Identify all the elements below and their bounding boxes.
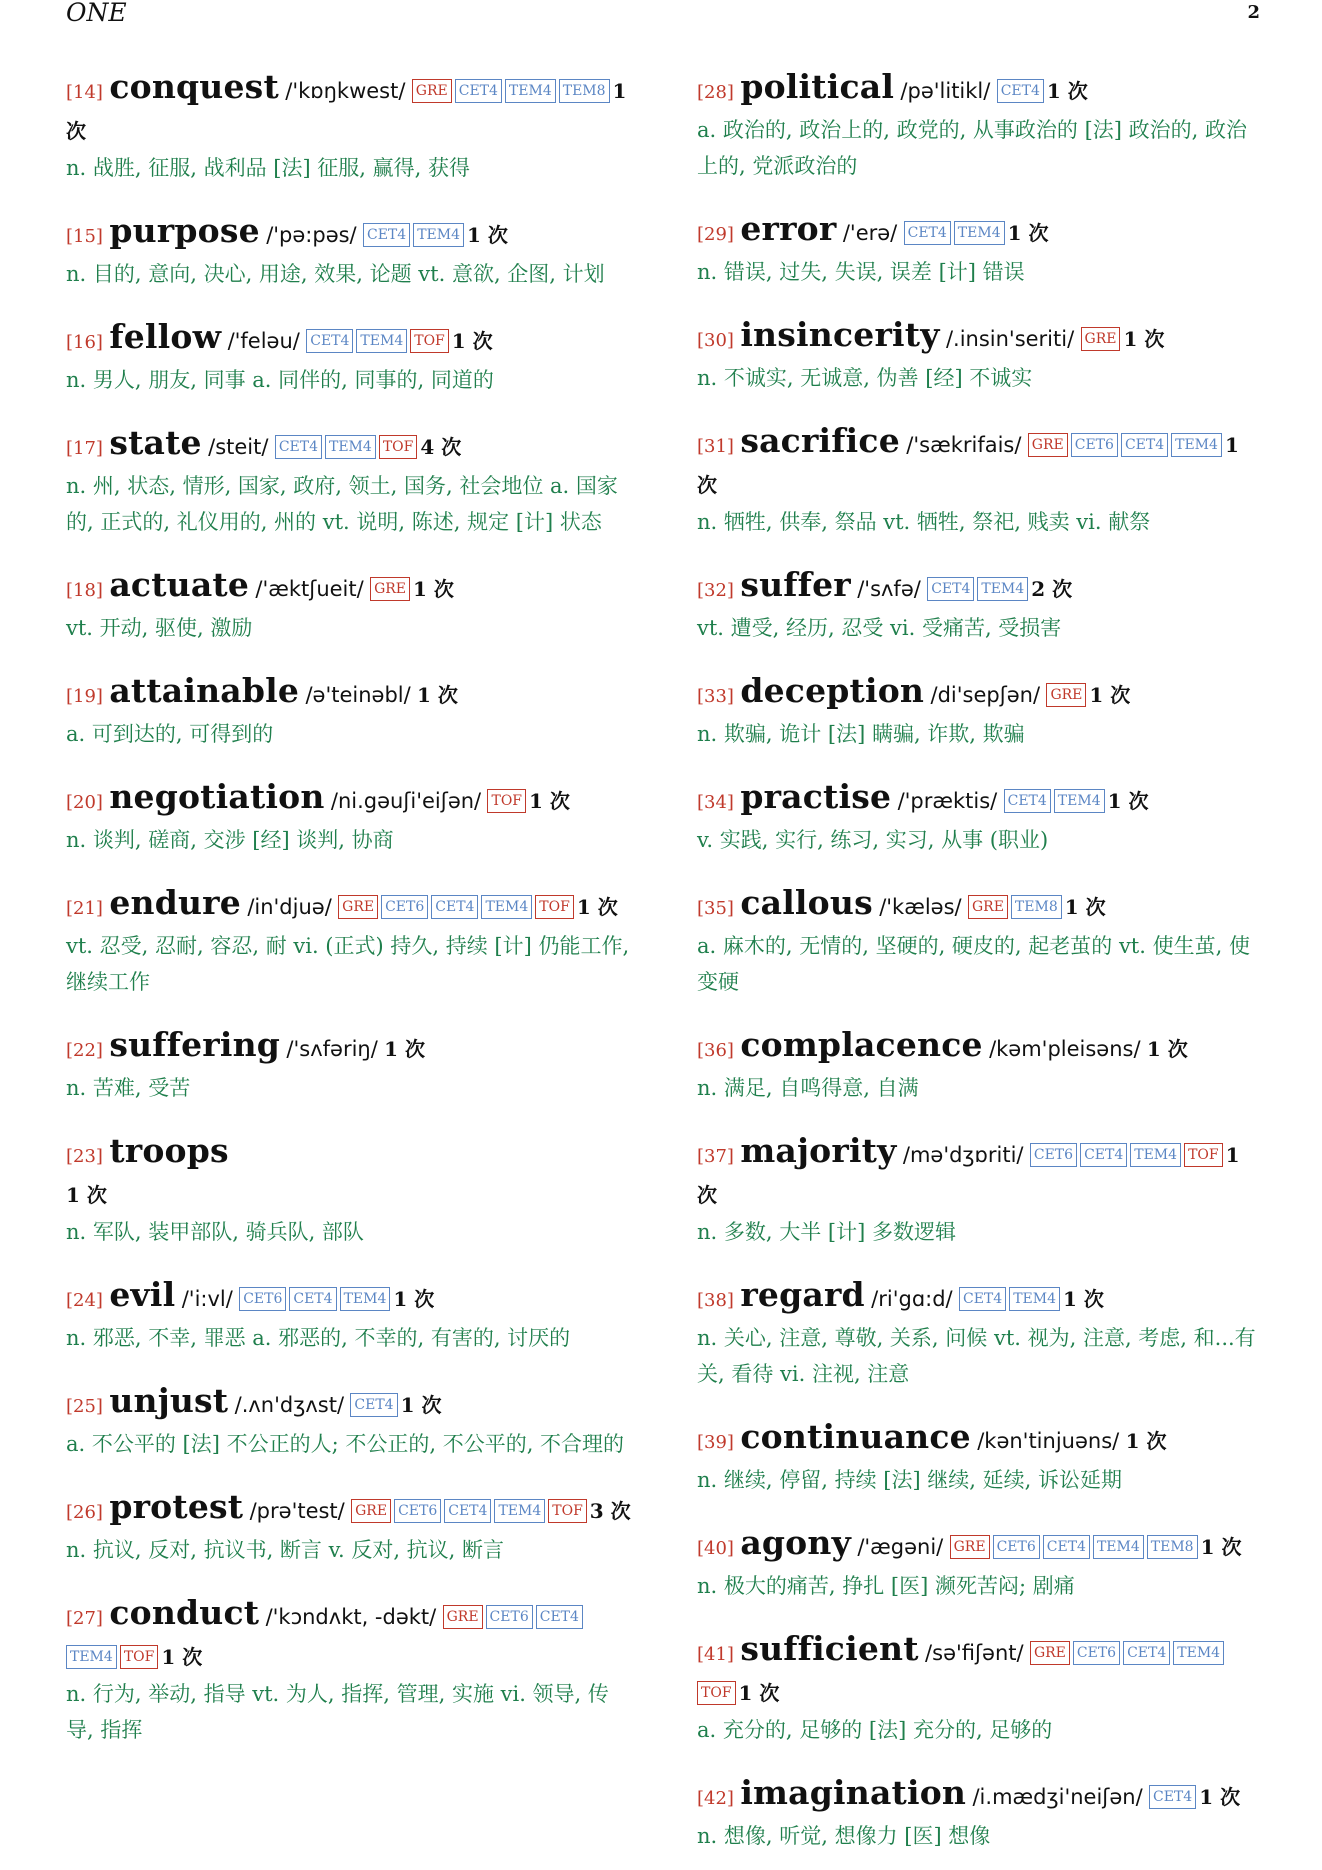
entry-headline (66, 212, 634, 256)
entry-headline (66, 424, 634, 468)
frequency-count: 1 次 (1146, 1037, 1188, 1061)
entry-number: [21] (66, 898, 103, 919)
exam-tag-gre: GRE (968, 895, 1008, 919)
entry-number: [35] (697, 898, 734, 919)
exam-tag-tof: TOF (120, 1645, 159, 1669)
headword: conduct (109, 1593, 260, 1632)
entry-number: [33] (697, 686, 734, 707)
entry-number: [16] (66, 332, 103, 353)
frequency-count: 1 次 (1046, 79, 1088, 103)
phonetic-transcription: /steit/ (208, 435, 269, 459)
definition: n. 战胜, 征服, 战利品 [法] 征服, 赢得, 获得 (66, 156, 471, 180)
headword: complacence (740, 1025, 983, 1064)
entry-number: [30] (697, 330, 734, 351)
definition: vt. 开动, 驱使, 激励 (66, 616, 253, 640)
definition: n. 关心, 注意, 尊敬, 关系, 问候 vt. 视为, 注意, 考虑, 和...有关, 看待 vi. 注视, 注意 (697, 1326, 1256, 1386)
exam-tag-gre: GRE (1030, 1641, 1070, 1665)
exam-tag-tem4: TEM4 (1054, 789, 1105, 813)
phonetic-transcription: /'kɒŋkwest/ (285, 79, 406, 103)
entry-number: [26] (66, 1502, 103, 1523)
entry-headline (697, 566, 1265, 610)
exam-tag-tof: TOF (548, 1499, 587, 1523)
definition: n. 军队, 装甲部队, 骑兵队, 部队 (66, 1220, 364, 1244)
vocab-entry (697, 1026, 1265, 1106)
exam-tag-tof: TOF (379, 435, 418, 459)
frequency-count: 1 次 (1107, 789, 1149, 813)
headword: negotiation (109, 777, 325, 816)
headword: political (740, 67, 895, 106)
frequency-count: 1 次 (738, 1681, 780, 1705)
left-column (66, 68, 634, 1748)
vocab-entry (66, 1276, 634, 1356)
headword: regard (740, 1275, 865, 1314)
headword: conquest (109, 67, 279, 106)
exam-tag-tem4: TEM4 (340, 1287, 391, 1311)
vocab-entry (66, 566, 634, 646)
exam-tag-cet4: CET4 (927, 577, 974, 601)
exam-tag-tof: TOF (487, 789, 526, 813)
exam-tag-cet4: CET4 (431, 895, 478, 919)
headword: practise (740, 777, 892, 816)
headword: endure (109, 883, 241, 922)
entry-headline (66, 1488, 634, 1532)
frequency-count: 1 次 (417, 683, 458, 707)
headword: evil (109, 1275, 176, 1314)
entry-number: [29] (697, 224, 734, 245)
headword: protest (109, 1487, 244, 1526)
exam-tag-gre: GRE (351, 1499, 391, 1523)
entry-headline (66, 884, 634, 928)
entry-headline (697, 1026, 1265, 1070)
vocab-entry (66, 424, 634, 540)
definition: n. 抗议, 反对, 抗议书, 断言 v. 反对, 抗议, 断言 (66, 1538, 505, 1562)
exam-tag-tem4: TEM4 (325, 435, 376, 459)
definition: n. 极大的痛苦, 挣扎 [医] 濒死苦闷; 剧痛 (697, 1574, 1075, 1598)
vocab-entry (697, 1132, 1265, 1250)
exam-tag-gre: GRE (950, 1535, 990, 1559)
exam-tag-tem4: TEM4 (977, 577, 1028, 601)
exam-tag-gre: GRE (338, 895, 378, 919)
headword: deception (740, 671, 925, 710)
vocab-entry (66, 1026, 634, 1106)
vocab-entry (697, 422, 1265, 540)
definition: a. 充分的, 足够的 [法] 充分的, 足够的 (697, 1718, 1053, 1742)
headword: insincerity (740, 315, 940, 354)
frequency-count: 1 次 (1123, 327, 1165, 351)
entry-number: [34] (697, 792, 734, 813)
exam-tag-cet4: CET4 (1149, 1785, 1196, 1809)
definition: n. 男人, 朋友, 同事 a. 同伴的, 同事的, 同道的 (66, 368, 494, 392)
entry-headline (697, 884, 1265, 928)
exam-tag-tem4: TEM4 (413, 223, 464, 247)
frequency-count: 1 次 (66, 1183, 107, 1207)
vocab-entry (66, 1382, 634, 1462)
entry-number: [15] (66, 226, 103, 247)
exam-tag-tem4: TEM4 (505, 79, 556, 103)
headword: suffering (109, 1025, 281, 1064)
phonetic-transcription: /'pə:pəs/ (266, 223, 357, 247)
entry-headline (697, 1418, 1265, 1462)
frequency-count: 4 次 (420, 435, 462, 459)
vocab-entry (697, 1524, 1265, 1604)
entry-headline (697, 68, 1265, 112)
exam-tag-cet6: CET6 (1030, 1143, 1077, 1167)
headword: majority (740, 1131, 897, 1170)
frequency-count: 1 次 (66, 79, 627, 143)
exam-tag-cet4: CET4 (997, 79, 1044, 103)
frequency-count: 1 次 (697, 433, 1239, 497)
entry-headline (66, 1382, 634, 1426)
vocab-entry (697, 672, 1265, 752)
entry-number: [28] (697, 82, 734, 103)
entry-headline (66, 672, 634, 716)
exam-tag-cet6: CET6 (1071, 433, 1118, 457)
vocab-entry (66, 212, 634, 292)
exam-tag-cet4: CET4 (275, 435, 322, 459)
entry-headline (66, 1026, 634, 1070)
exam-tag-tem8: TEM8 (559, 79, 610, 103)
entry-headline (66, 778, 634, 822)
entry-number: [27] (66, 1608, 103, 1629)
entry-number: [25] (66, 1396, 103, 1417)
definition: a. 不公平的 [法] 不公正的人; 不公正的, 不公平的, 不合理的 (66, 1432, 625, 1456)
headword: actuate (109, 565, 250, 604)
phonetic-transcription: /'ægəni/ (857, 1535, 944, 1559)
exam-tag-cet4: CET4 (959, 1287, 1006, 1311)
vocab-entry (697, 1774, 1265, 1854)
phonetic-transcription: /'kɔndʌkt, -dəkt/ (265, 1605, 437, 1629)
headword: agony (740, 1523, 851, 1562)
exam-tag-tof: TOF (1184, 1143, 1223, 1167)
frequency-count: 1 次 (467, 223, 508, 247)
phonetic-transcription: /sə'fiʃənt/ (925, 1641, 1024, 1665)
vocab-entry (697, 210, 1265, 290)
exam-tag-cet4: CET4 (1043, 1535, 1090, 1559)
headword: sufficient (740, 1629, 919, 1668)
phonetic-transcription: /kəm'pleisəns/ (989, 1037, 1141, 1061)
frequency-count: 2 次 (1031, 577, 1073, 601)
definition: n. 满足, 自鸣得意, 自满 (697, 1076, 919, 1100)
entry-number: [20] (66, 792, 103, 813)
exam-tag-cet4: CET4 (289, 1287, 336, 1311)
frequency-count: 1 次 (1007, 221, 1049, 245)
definition: vt. 忍受, 忍耐, 容忍, 耐 vi. (正式) 持久, 持续 [计] 仍能工作, 继续工作 (66, 934, 630, 994)
entry-number: [37] (697, 1146, 734, 1167)
definition: a. 麻木的, 无情的, 坚硬的, 硬皮的, 起老茧的 vt. 使生茧, 使变硬 (697, 934, 1250, 994)
exam-tag-cet4: CET4 (904, 221, 951, 245)
running-header-title: ONE (66, 0, 127, 27)
phonetic-transcription: /prə'test/ (249, 1499, 345, 1523)
headword: suffer (740, 565, 851, 604)
phonetic-transcription: /'sʌfə/ (857, 577, 921, 601)
definition: n. 牺牲, 供奉, 祭品 vt. 牺牲, 祭祀, 贱卖 vi. 献祭 (697, 510, 1151, 534)
entry-number: [41] (697, 1644, 734, 1665)
headword: state (109, 423, 202, 462)
entry-number: [19] (66, 686, 103, 707)
definition: n. 欺骗, 诡计 [法] 瞒骗, 诈欺, 欺骗 (697, 722, 1025, 746)
headword: continuance (740, 1417, 971, 1456)
right-column (697, 68, 1265, 1854)
entry-number: [36] (697, 1040, 734, 1061)
phonetic-transcription: /i.mædʒi'neiʃən/ (972, 1785, 1143, 1809)
definition: n. 多数, 大半 [计] 多数逻辑 (697, 1220, 956, 1244)
phonetic-transcription: /pə'litikl/ (900, 79, 991, 103)
frequency-count: 1 次 (384, 1037, 426, 1061)
definition: n. 州, 状态, 情形, 国家, 政府, 领土, 国务, 社会地位 a. 国家的, 正式的, 礼仪用的, 州的 vt. 说明, 陈述, 规定 [计] 状态 (66, 474, 618, 534)
entry-number: [31] (697, 436, 734, 457)
exam-tag-cet4: CET4 (536, 1605, 583, 1629)
frequency-count: 1 次 (1125, 1429, 1167, 1453)
entry-headline (697, 1774, 1265, 1818)
headword: sacrifice (740, 421, 900, 460)
entry-number: [32] (697, 580, 734, 601)
entry-headline (697, 1132, 1265, 1214)
definition: n. 想像, 听觉, 想像力 [医] 想像 (697, 1824, 991, 1848)
exam-tag-tem4: TEM4 (1093, 1535, 1144, 1559)
headword: fellow (109, 317, 222, 356)
exam-tag-tof: TOF (535, 895, 574, 919)
exam-tag-tem8: TEM8 (1011, 895, 1062, 919)
headword: attainable (109, 671, 300, 710)
exam-tag-gre: GRE (443, 1605, 483, 1629)
phonetic-transcription: /'sʌfəriŋ/ (286, 1037, 378, 1061)
entry-headline (66, 1594, 634, 1676)
headword: purpose (109, 211, 260, 250)
headword: callous (740, 883, 873, 922)
frequency-count: 1 次 (1063, 1287, 1104, 1311)
entry-headline (697, 672, 1265, 716)
entry-headline (66, 1276, 634, 1320)
frequency-count: 1 次 (161, 1645, 203, 1669)
entry-headline (66, 68, 634, 150)
phonetic-transcription: /ə'teinəbl/ (305, 683, 411, 707)
vocab-entry (697, 884, 1265, 1000)
entry-number: [40] (697, 1538, 734, 1559)
entry-headline (697, 316, 1265, 360)
exam-tag-tem4: TEM4 (954, 221, 1005, 245)
headword: imagination (740, 1773, 967, 1812)
phonetic-transcription: /in'djuə/ (247, 895, 332, 919)
phonetic-transcription: /mə'dʒɒriti/ (902, 1143, 1024, 1167)
exam-tag-cet4: CET4 (306, 329, 353, 353)
entry-number: [38] (697, 1290, 734, 1311)
exam-tag-cet4: CET4 (363, 223, 410, 247)
phonetic-transcription: /.ʌn'dʒʌst/ (234, 1393, 345, 1417)
frequency-count: 1 次 (451, 329, 493, 353)
entry-headline (697, 422, 1265, 504)
exam-tag-gre: GRE (1081, 327, 1121, 351)
exam-tag-cet4: CET4 (1004, 789, 1051, 813)
definition: n. 错误, 过失, 失误, 误差 [计] 错误 (697, 260, 1025, 284)
entry-headline (66, 1132, 634, 1214)
entry-headline (697, 1276, 1265, 1320)
definition: n. 不诚实, 无诚意, 伪善 [经] 不诚实 (697, 366, 1033, 390)
vocab-entry (66, 1594, 634, 1748)
exam-tag-cet6: CET6 (239, 1287, 286, 1311)
phonetic-transcription: /'kæləs/ (879, 895, 962, 919)
entry-number: [24] (66, 1290, 103, 1311)
entry-number: [22] (66, 1040, 103, 1061)
definition: a. 可到达的, 可得到的 (66, 722, 274, 746)
vocab-entry (66, 1132, 634, 1250)
exam-tag-tem4: TEM4 (481, 895, 532, 919)
exam-tag-cet4: CET4 (350, 1393, 397, 1417)
exam-tag-tof: TOF (697, 1681, 736, 1705)
phonetic-transcription: /'sækrifais/ (906, 433, 1022, 457)
exam-tag-cet6: CET6 (381, 895, 428, 919)
definition: n. 苦难, 受苦 (66, 1076, 191, 1100)
definition: vt. 遭受, 经历, 忍受 vi. 受痛苦, 受损害 (697, 616, 1062, 640)
vocab-entry (697, 68, 1265, 184)
exam-tag-tem4: TEM4 (1130, 1143, 1181, 1167)
frequency-count: 1 次 (1200, 1535, 1242, 1559)
entry-headline (697, 210, 1265, 254)
exam-tag-cet6: CET6 (394, 1499, 441, 1523)
exam-tag-gre: GRE (412, 79, 452, 103)
entry-number: [18] (66, 580, 103, 601)
phonetic-transcription: /'æktʃueit/ (255, 577, 364, 601)
headword: error (740, 209, 837, 248)
exam-tag-cet4: CET4 (1123, 1641, 1170, 1665)
entry-number: [42] (697, 1788, 734, 1809)
frequency-count: 1 次 (393, 1287, 435, 1311)
headword: troops (109, 1131, 229, 1170)
definition: v. 实践, 实行, 练习, 实习, 从事 (职业) (697, 828, 1049, 852)
vocab-entry (66, 318, 634, 398)
definition: n. 行为, 举动, 指导 vt. 为人, 指挥, 管理, 实施 vi. 领导, 传导, 指挥 (66, 1682, 609, 1742)
phonetic-transcription: /'feləu/ (227, 329, 300, 353)
frequency-count: 1 次 (529, 789, 570, 813)
vocab-entry (66, 672, 634, 752)
phonetic-transcription: /'præktis/ (897, 789, 998, 813)
exam-tag-cet6: CET6 (486, 1605, 533, 1629)
definition: n. 谈判, 磋商, 交涉 [经] 谈判, 协商 (66, 828, 394, 852)
exam-tag-gre: GRE (370, 577, 410, 601)
exam-tag-tem4: TEM4 (1009, 1287, 1060, 1311)
exam-tag-tof: TOF (410, 329, 449, 353)
phonetic-transcription: /.insin'seriti/ (945, 327, 1075, 351)
exam-tag-tem4: TEM4 (1173, 1641, 1224, 1665)
exam-tag-tem4: TEM4 (356, 329, 407, 353)
frequency-count: 1 次 (1064, 895, 1106, 919)
headword: unjust (109, 1381, 229, 1420)
phonetic-transcription: /ni.gəuʃi'eiʃən/ (330, 789, 482, 813)
page-number: 2 (1247, 2, 1260, 23)
frequency-count: 1 次 (697, 1143, 1240, 1207)
entry-headline (697, 1630, 1265, 1712)
frequency-count: 1 次 (1089, 683, 1131, 707)
entry-headline (66, 318, 634, 362)
vocab-entry (66, 68, 634, 186)
frequency-count: 3 次 (589, 1499, 631, 1523)
frequency-count: 1 次 (1199, 1785, 1241, 1809)
phonetic-transcription: /'erə/ (842, 221, 898, 245)
vocab-entry (66, 1488, 634, 1568)
exam-tag-tem4: TEM4 (66, 1645, 117, 1669)
entry-number: [14] (66, 82, 103, 103)
exam-tag-cet4: CET4 (444, 1499, 491, 1523)
entry-number: [23] (66, 1146, 103, 1167)
frequency-count: 1 次 (400, 1393, 442, 1417)
phonetic-transcription: /di'sepʃən/ (930, 683, 1041, 707)
vocab-entry (697, 1630, 1265, 1748)
definition: n. 目的, 意向, 决心, 用途, 效果, 论题 vt. 意欲, 企图, 计划 (66, 262, 605, 286)
vocab-entry (697, 316, 1265, 396)
exam-tag-cet6: CET6 (993, 1535, 1040, 1559)
definition: n. 继续, 停留, 持续 [法] 继续, 延续, 诉讼延期 (697, 1468, 1123, 1492)
exam-tag-gre: GRE (1046, 683, 1086, 707)
vocab-entry (697, 566, 1265, 646)
exam-tag-gre: GRE (1028, 433, 1068, 457)
exam-tag-cet6: CET6 (1073, 1641, 1120, 1665)
vocab-entry (697, 1418, 1265, 1498)
exam-tag-cet4: CET4 (1080, 1143, 1127, 1167)
vocab-entry (66, 884, 634, 1000)
entry-headline (66, 566, 634, 610)
exam-tag-cet4: CET4 (1121, 433, 1168, 457)
frequency-count: 1 次 (413, 577, 454, 601)
exam-tag-tem4: TEM4 (494, 1499, 545, 1523)
exam-tag-tem4: TEM4 (1171, 433, 1222, 457)
vocab-entry (697, 1276, 1265, 1392)
phonetic-transcription: /'i:vl/ (181, 1287, 233, 1311)
phonetic-transcription: /ri'gɑ:d/ (871, 1287, 953, 1311)
frequency-count: 1 次 (576, 895, 618, 919)
entry-headline (697, 1524, 1265, 1568)
entry-number: [39] (697, 1432, 734, 1453)
entry-number: [17] (66, 438, 103, 459)
phonetic-transcription: /kən'tinjuəns/ (977, 1429, 1120, 1453)
definition: a. 政治的, 政治上的, 政党的, 从事政治的 [法] 政治的, 政治上的, 党派政治的 (697, 118, 1248, 178)
vocab-entry (66, 778, 634, 858)
exam-tag-cet4: CET4 (455, 79, 502, 103)
entry-headline (697, 778, 1265, 822)
definition: n. 邪恶, 不幸, 罪恶 a. 邪恶的, 不幸的, 有害的, 讨厌的 (66, 1326, 571, 1350)
vocab-entry (697, 778, 1265, 858)
exam-tag-tem8: TEM8 (1147, 1535, 1198, 1559)
